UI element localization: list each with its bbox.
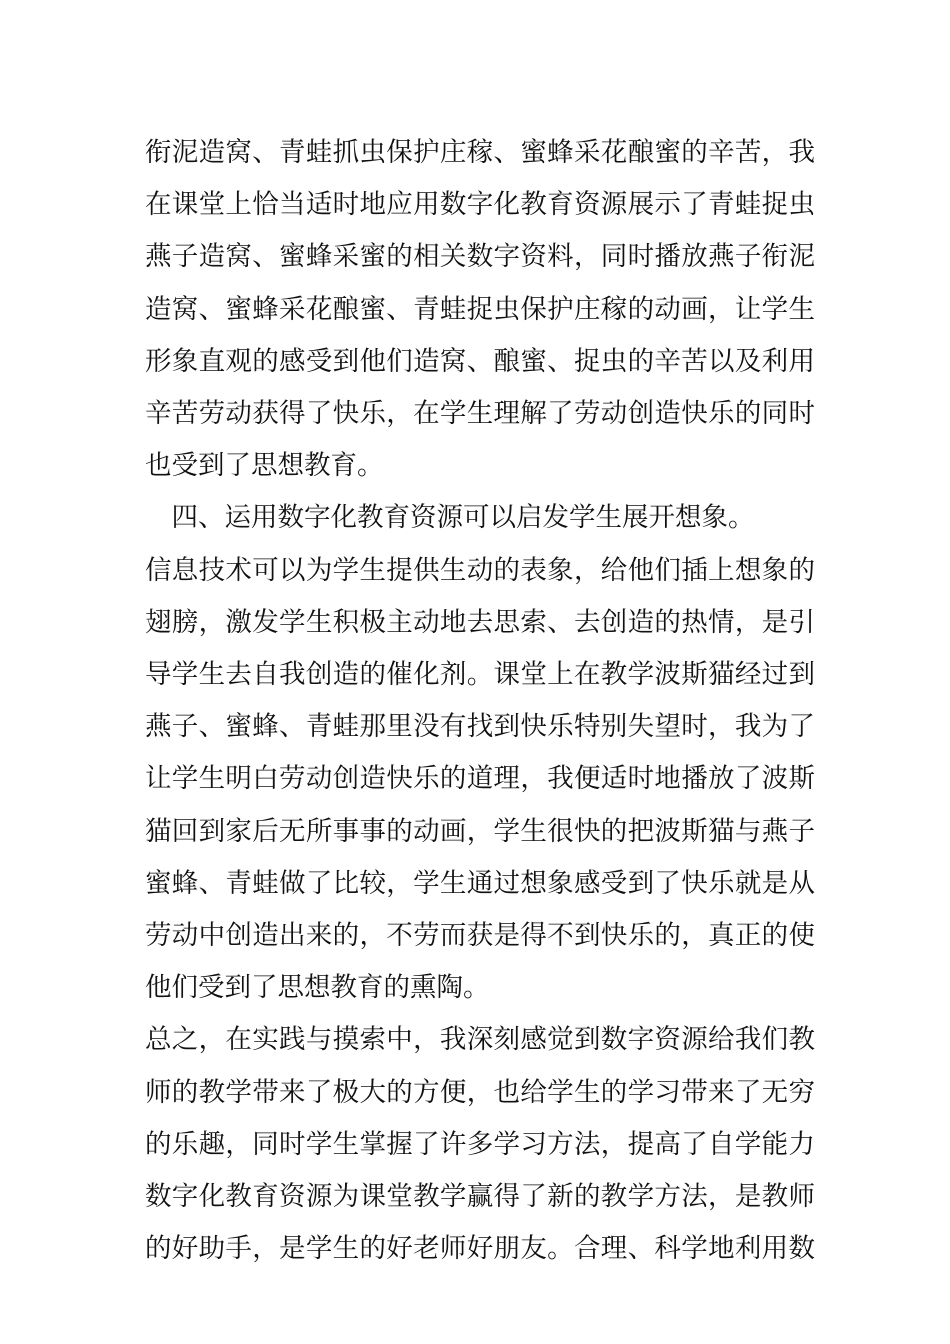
text-line: 猫回到家后无所事事的动画，学生很快的把波斯猫与燕子 [145, 815, 815, 847]
text-line: 形象直观的感受到他们造窝、酿蜜、捉虫的辛苦以及利用 [145, 345, 815, 377]
text-line: 辛苦劳动获得了快乐，在学生理解了劳动创造快乐的同时 [145, 398, 815, 429]
text-line: 造窝、蜜蜂采花酿蜜、青蛙捉虫保护庄稼的动画，让学生 [145, 293, 815, 325]
text-line: 蜜蜂、青蛙做了比较，学生通过想象感受到了快乐就是从 [145, 867, 815, 899]
section-heading: 四、运用数字化教育资源可以启发学生展开想象。 [145, 502, 755, 534]
text-line: 导学生去自我创造的催化剂。课堂上在教学波斯猫经过到 [145, 659, 815, 690]
text-line: 总之，在实践与摸索中，我深刻感觉到数字资源给我们教 [145, 1024, 815, 1056]
text-line: 劳动中创造出来的，不劳而获是得不到快乐的，真正的使 [145, 920, 815, 951]
text-line: 燕子造窝、蜜蜂采蜜的相关数字资料，同时播放燕子衔泥 [145, 241, 815, 273]
text-line: 数字化教育资源为课堂教学赢得了新的教学方法，是教师 [145, 1181, 815, 1212]
text-line: 的好助手，是学生的好老师好朋友。合理、科学地利用数 [145, 1233, 815, 1265]
text-line: 他们受到了思想教育的熏陶。 [145, 972, 490, 1004]
text-line: 师的教学带来了极大的方便，也给学生的学习带来了无穷 [145, 1076, 815, 1108]
text-line: 信息技术可以为学生提供生动的表象，给他们插上想象的 [145, 554, 815, 586]
text-line: 让学生明白劳动创造快乐的道理，我便适时地播放了波斯 [145, 763, 815, 795]
text-line: 也受到了思想教育。 [145, 450, 384, 482]
text-line: 在课堂上恰当适时地应用数字化教育资源展示了青蛙捉虫 [145, 189, 815, 221]
text-line: 衔泥造窝、青蛙抓虫保护庄稼、蜜蜂采花酿蜜的辛苦，我 [145, 137, 815, 168]
text-line: 翅膀，激发学生积极主动地去思索、去创造的热情，是引 [145, 606, 815, 638]
text-line: 燕子、蜜蜂、青蛙那里没有找到快乐特别失望时，我为了 [145, 711, 815, 743]
text-line: 的乐趣，同时学生掌握了许多学习方法，提高了自学能力 [145, 1128, 815, 1160]
